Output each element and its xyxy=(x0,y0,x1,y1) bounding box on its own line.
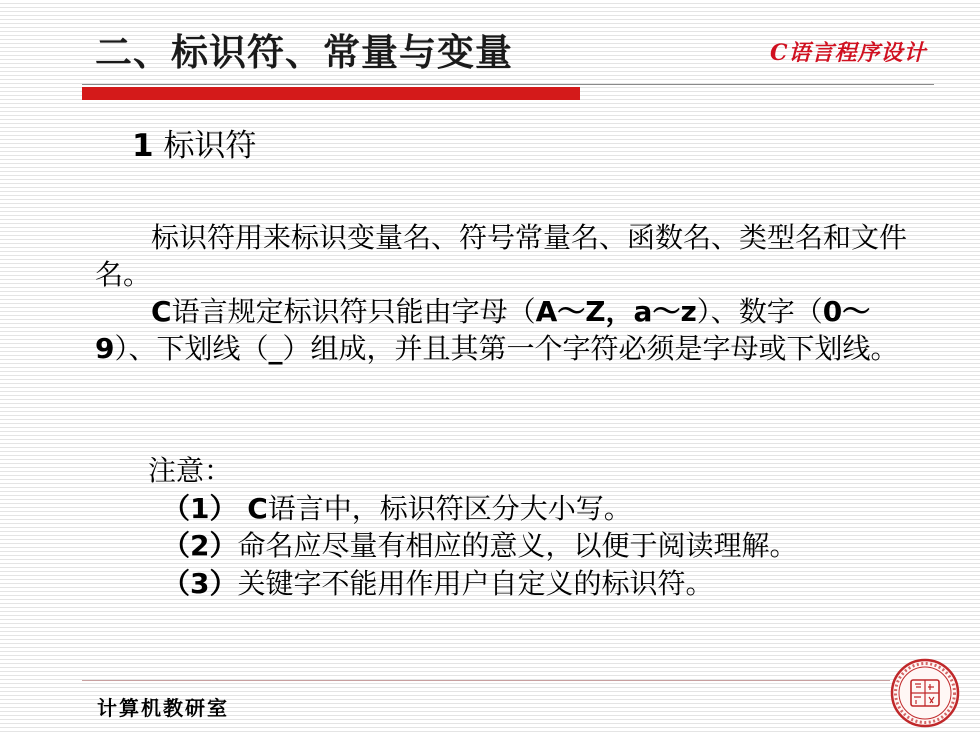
note-text-1: 语言中，标识符区分大小写。 xyxy=(267,491,632,525)
paragraph-definition: 标识符用来标识变量名、符号常量名、函数名、类型名和文件名。 xyxy=(95,221,908,291)
footer-department: 计算机教研室 xyxy=(97,696,229,720)
note-text-2: 命名应尽量有相应的意义，以便于阅读理解。 xyxy=(237,529,798,562)
notes-list xyxy=(148,452,798,602)
note-text-3: 关键字不能用作用户自定义的标识符。 xyxy=(237,566,714,600)
note-item-3 xyxy=(148,565,798,603)
notes-heading: 注意： xyxy=(148,454,233,487)
note-item-1 xyxy=(148,490,798,528)
section-heading-text: 标识符 xyxy=(163,128,257,164)
rule-text-1: 语言规定标识符只能由字母（ xyxy=(171,295,536,328)
header-red-bar xyxy=(82,87,580,100)
slide-title: 二、标识符、常量与变量 xyxy=(95,30,513,74)
rule-text-2: ）、数字（ xyxy=(696,295,823,328)
rule-digit-range: 0～9 xyxy=(95,295,871,365)
course-name: C语言程序设计 xyxy=(770,40,927,66)
rule-text-4: ）组成，并且其第一个字符必须是字母或下划线。 xyxy=(282,332,899,365)
rule-underscore: _ xyxy=(268,332,283,365)
section-heading xyxy=(132,120,256,165)
footer-divider-line xyxy=(82,680,890,681)
body-text xyxy=(95,219,930,367)
section-number: 1 xyxy=(132,128,154,164)
paragraph-naming-rule xyxy=(95,293,930,367)
note-number-3: （3） xyxy=(162,566,238,600)
rule-c-letter: C xyxy=(151,295,172,328)
note-number-1: （1） C xyxy=(162,491,268,525)
header-divider-line xyxy=(82,84,934,85)
rule-text-3: ）、下划线（ xyxy=(114,332,269,365)
note-item-2 xyxy=(148,527,798,565)
note-number-2: （2） xyxy=(162,529,238,562)
university-seal-icon xyxy=(890,658,960,728)
rule-letter-range: A～Z，a～z xyxy=(535,295,697,328)
